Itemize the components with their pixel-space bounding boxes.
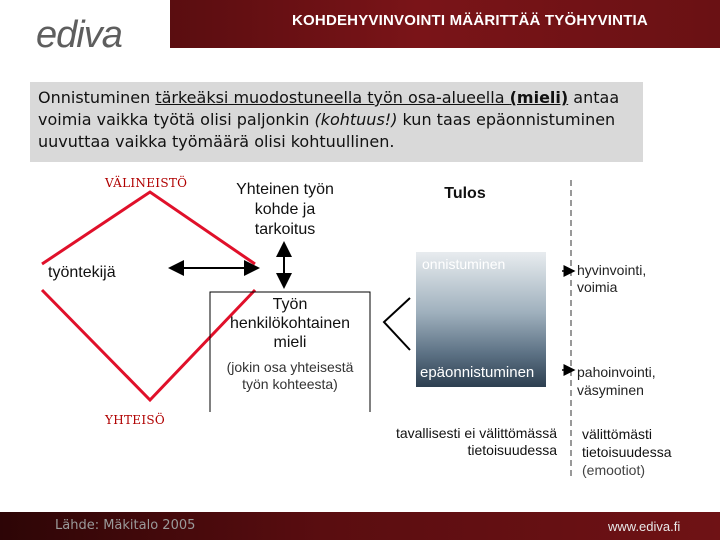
- intro-part-6: kun taas epäonnistuminen uuvuttaa vaikka työmäärä olisi kohtuullinen.: [38, 110, 616, 151]
- yhteinen-line-1: Yhteinen työn: [236, 181, 334, 198]
- valineisto-label: VÄLINEISTÖ: [105, 176, 188, 190]
- mieli-line-1: Työn: [272, 296, 308, 313]
- valittomasti-line-1: välittömästi: [582, 426, 653, 442]
- epaonnistuminen-label: epäonnistuminen: [420, 364, 535, 381]
- tavallisesti-line-1: tavallisesti ei välittömässä: [395, 425, 557, 441]
- website-link[interactable]: www.ediva.fi: [608, 519, 681, 534]
- valittomasti-label: [582, 425, 672, 479]
- slide-title: KOHDEHYVINVOINTI MÄÄRITTÄÄ TYÖHYVINTIA: [292, 12, 648, 29]
- mieli-line-3: mieli: [273, 334, 307, 351]
- jokin-osa-label: [210, 359, 370, 393]
- mieli-line-2: henkilökohtainen: [229, 315, 351, 332]
- intro-part-3: (mieli): [509, 88, 569, 107]
- mieli-label: [210, 295, 370, 352]
- source-citation: Lähde: Mäkitalo 2005: [55, 518, 196, 533]
- ediva-logo: ediva: [36, 14, 122, 56]
- tulos-label: Tulos: [444, 185, 486, 202]
- yhteiso-label: YHTEISÖ: [105, 413, 166, 427]
- hyvinvointi-line-2: voimia: [577, 279, 618, 295]
- valittomasti-line-2: tietoisuudessa: [582, 444, 672, 460]
- yhteinen-kohde-label: [205, 180, 365, 240]
- jokin-line-1: (jokin osa yhteisestä: [226, 359, 354, 375]
- hyvinvointi-label: [577, 262, 646, 296]
- intro-part-1: Onnistuminen: [38, 88, 156, 107]
- tavallisesti-label: [345, 425, 557, 459]
- tavallisesti-line-2: tietoisuudessa: [467, 442, 557, 458]
- pahoinvointi-line-1: pahoinvointi,: [577, 364, 656, 380]
- jokin-line-2: työn kohteesta): [242, 376, 338, 392]
- branch-connector: [384, 298, 410, 350]
- intro-part-5: (kohtuus!): [314, 110, 398, 129]
- intro-part-2: tärkeäksi muodostuneella työn osa-alueella: [155, 88, 510, 107]
- hyvinvointi-line-1: hyvinvointi,: [577, 262, 647, 278]
- tyontekija-label: työntekijä: [48, 264, 116, 281]
- intro-part-4: antaa voimia vaikka työtä olisi paljonkin: [38, 88, 620, 129]
- pahoinvointi-label: [577, 363, 656, 399]
- onnistuminen-label: onnistuminen: [422, 256, 506, 272]
- yhteinen-line-3: tarkoitus: [254, 221, 316, 238]
- pahoinvointi-line-2: väsyminen: [577, 382, 644, 398]
- valittomasti-line-3: (emootiot): [582, 462, 646, 478]
- yhteinen-line-2: kohde ja: [254, 201, 316, 218]
